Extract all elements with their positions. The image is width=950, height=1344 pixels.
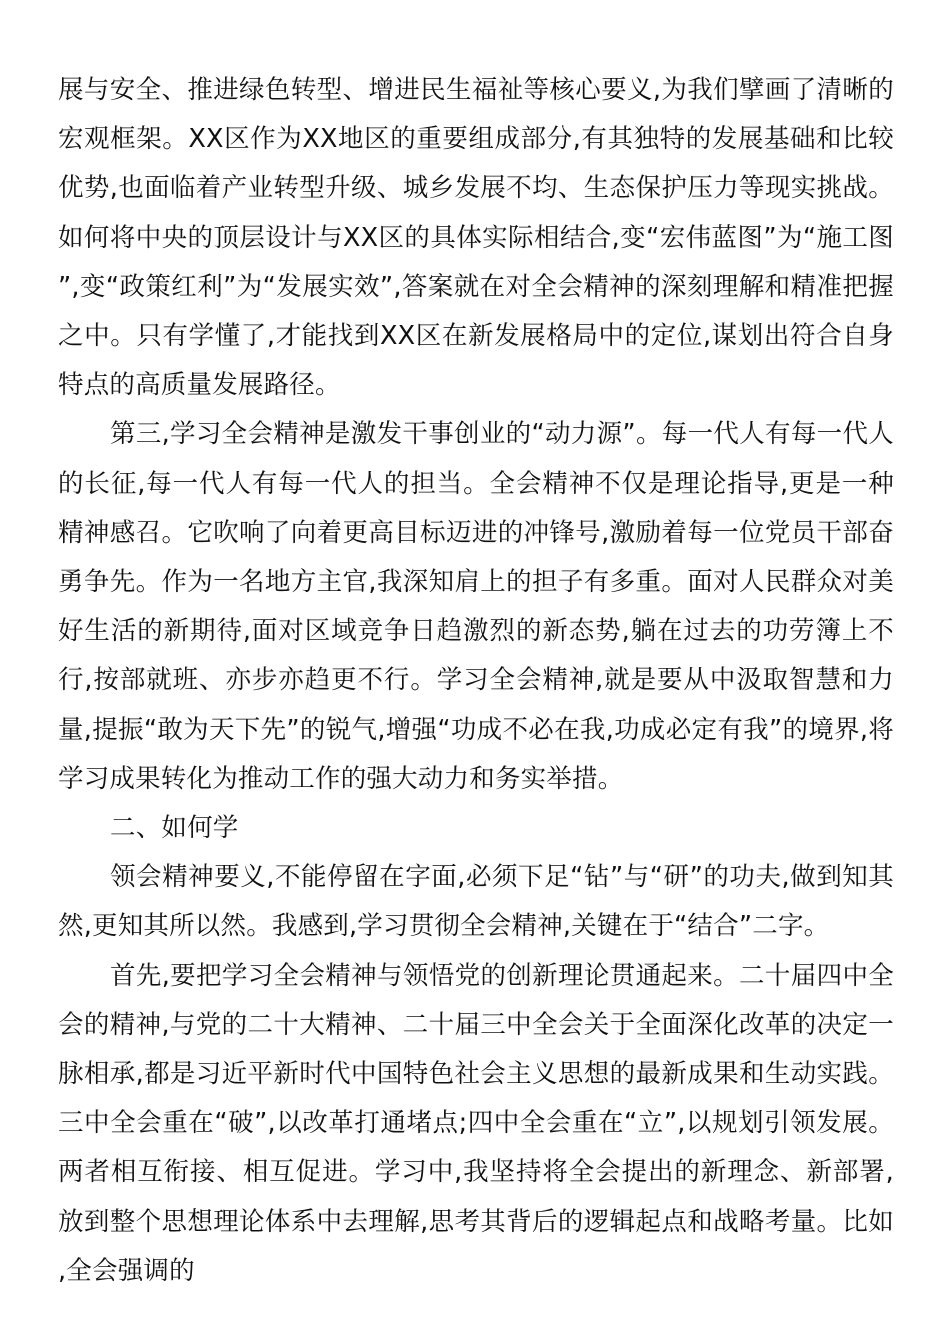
paragraph-point-three: 第三,学习全会精神是激发干事创业的“动力源”。每一代人有每一代人的长征,每一代人有每一代人的担当。全会精神不仅是理论指导,更是一种精神感召。它吹响了向着更高目标迈进的冲锋号,激励着每一位党员干部奋勇争先。作为一名地方主官,我深知肩上的担子有多重。面对人民群众对美好生活的新期待,面对区域竞争日趋激烈的新态势,躺在过去的功劳簿上不行,按部就班、亦步亦趋更不行。学习全会精神,就是要从中汲取智慧和力量,提振“敢为天下先”的锐气,增强“功成不必在我,功成必定有我”的境界,将学习成果转化为推动工作的强大动力和务实举措。 — [58, 419, 894, 794]
paragraph-first-combine: 首先,要把学习全会精神与领悟党的创新理论贯通起来。二十届四中全会的精神,与党的二十大精神、二十届三中全会关于全面深化改革的决定一脉相承,都是习近平新时代中国特色社会主义思想的最新成果和生动实践。三中全会重在“破”,以改革打通堵点;四中全会重在“立”,以规划引领发展。两者相互衔接、相互促进。学习中,我坚持将全会提出的新理念、新部署,放到整个思想理论体系中去理解,思考其背后的逻辑起点和战略考量。比如,全会强调的 — [58, 960, 894, 1286]
section-heading-how-to-learn: 二、如何学 — [110, 813, 239, 844]
document-body — [58, 66, 894, 1296]
paragraph-how-intro: 领会精神要义,不能停留在字面,必须下足“钻”与“研”的功夫,做到知其然,更知其所以然。我感到,学习贯彻全会精神,关键在于“结合”二字。 — [58, 862, 894, 942]
paragraph-intro-continuation: 展与安全、推进绿色转型、增进民生福祉等核心要义,为我们擘画了清晰的宏观框架。XX区作为XX地区的重要组成部分,有其独特的发展基础和比较优势,也面临着产业转型升级、城乡发展不均、生态保护压力等现实挑战。如何将中央的顶层设计与XX区的具体实际相结合,变“宏伟蓝图”为“施工图”,变“政策红利”为“发展实效”,答案就在对全会精神的深刻理解和精准把握之中。只有学懂了,才能找到XX区在新发展格局中的定位,谋划出符合自身特点的高质量发展路径。 — [58, 75, 894, 401]
